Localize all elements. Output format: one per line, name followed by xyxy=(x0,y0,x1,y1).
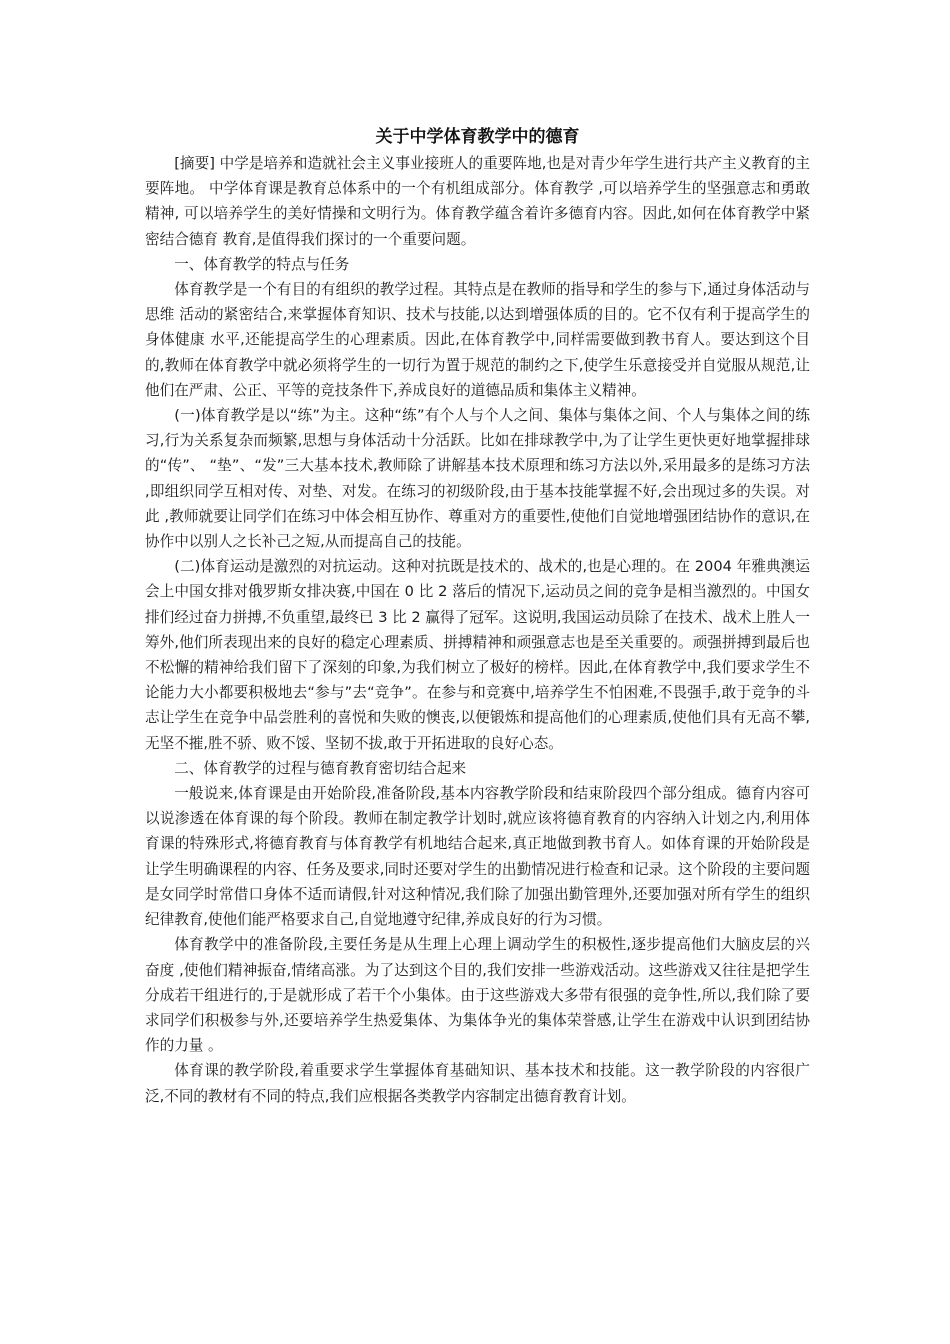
body-paragraph: (二)体育运动是激烈的对抗运动。这种对抗既是技术的、战术的,也是心理的。在 2004 年雅典澳运会上中国女排对俄罗斯女排决赛,中国在 0 比 2 落后的情况下,运动员之间的竞争是相当激烈的。中国女排们经过奋力拼搏,不负重望,最终已 3 比 2 赢得了冠军。这说明,我国运动员除了在技术、战术上胜人一筹外,他们所表现出来的良好的稳定心理素质、拼搏精神和顽强意志也是至关重要的。顽强拼搏到最后也不松懈的精神给我们留下了深刻的印象,为我们树立了极好的榜样。因此,在体育教学中,我们要求学生不论能力大小都要积极地去“参与”去“竞争”。在参与和竞赛中,培养学生不怕困难,不畏强手,敢于竞争的斗志让学生在竞争中品尝胜利的喜悦和失败的懊丧,以便锻炼和提高他们的心理素质,使他们具有无高不攀,无坚不摧,胜不骄、败不馁、坚韧不拔,敢于开拓进取的良好心态。 xyxy=(145,558,810,752)
body-paragraph: 体育教学中的准备阶段,主要任务是从生理上心理上调动学生的积极性,逐步提高他们大脑皮层的兴奋度 ,使他们精神振奋,情绪高涨。为了达到这个目的,我们安排一些游戏活动。这些游戏又往往是把学生分成若干组进行的,于是就形成了若干个小集体。由于这些游戏大多带有很强的竞争性,所以,我们除了要求同学们积极参与外,还要培养学生热爱集体、为集体争光的集体荣誉感,让学生在游戏中认识到团结协作的力量 。 xyxy=(145,936,810,1055)
body-paragraph: 一般说来,体育课是由开始阶段,准备阶段,基本内容教学阶段和结束阶段四个部分组成。德育内容可以说渗透在体育课的每个阶段。教师在制定教学计划时,就应该将德育教育的内容纳入计划之内,利用体育课的特殊形式,将德育教育与体育教学有机地结合起来,真正地做到教书育人。如体育课的开始阶段是让学生明确课程的内容、任务及要求,同时还要对学生的出勤情况进行检查和记录。这个阶段的主要问题是女同学时常借口身体不适而请假,针对这种情况,我们除了加强出勤管理外,还要加强对所有学生的组织纪律教育,使他们能严格要求自己,自觉地遵守纪律,养成良好的行为习惯。 xyxy=(145,785,810,929)
abstract-paragraph: [摘要] 中学是培养和造就社会主义事业接班人的重要阵地,也是对青少年学生进行共产主义教育的主要阵地。 中学体育课是教育总体系中的一个有机组成部分。体育教学 ,可以培养学生的坚强意志和勇敢精神, 可以培养学生的美好情操和文明行为。体育教学蕴含着许多德育内容。因此,如何在体育教学中紧密结合德育 教育,是值得我们探讨的一个重要问题。 xyxy=(145,155,810,248)
body-paragraph: 体育课的教学阶段,着重要求学生掌握体育基础知识、基本技术和技能。这一教学阶段的内容很广泛,不同的教材有不同的特点,我们应根据各类教学内容制定出德育教育计划。 xyxy=(145,1062,810,1105)
section-heading-2: 二、体育教学的过程与德育教育密切结合起来 xyxy=(174,759,467,777)
body-paragraph: 体育教学是一个有目的有组织的教学过程。其特点是在教师的指导和学生的参与下,通过身体活动与思维 活动的紧密结合,来掌握体育知识、技术与技能,以达到增强体质的目的。它不仅有利于提高学生的身体健康 水平,还能提高学生的心理素质。因此,在体育教学中,同样需要做到教书育人。要达到这个目的,教师在体育教学中就必须将学生的一切行为置于规范的制约之下,使学生乐意接受并自觉服从规范,让他们在严肃、公正、平等的竞技条件下,养成良好的道德品质和集体主义精神。 xyxy=(145,281,810,399)
section-heading-1: 一、体育教学的特点与任务 xyxy=(174,255,350,273)
document-page xyxy=(145,124,810,1109)
body-paragraph: (一)体育教学是以“练”为主。这种“练”有个人与个人之间、集体与集体之间、个人与集体之间的练习,行为关系复杂而频繁,思想与身体活动十分活跃。比如在排球教学中,为了让学生更快更好地掌握排球的“传”、 “垫”、“发”三大基本技术,教师除了讲解基本技术原理和练习方法以外,采用最多的是练习方法 ,即组织同学互相对传、对垫、对发。在练习的初级阶段,由于基本技能掌握不好,会出现过多的失误。对此 ,教师就要让同学们在练习中体会相互协作、尊重对方的重要性,使他们自觉地增强团结协作的意识,在协作中以别人之长补己之短,从而提高自己的技能。 xyxy=(145,407,810,551)
document-title: 关于中学体育教学中的德育 xyxy=(375,127,580,147)
